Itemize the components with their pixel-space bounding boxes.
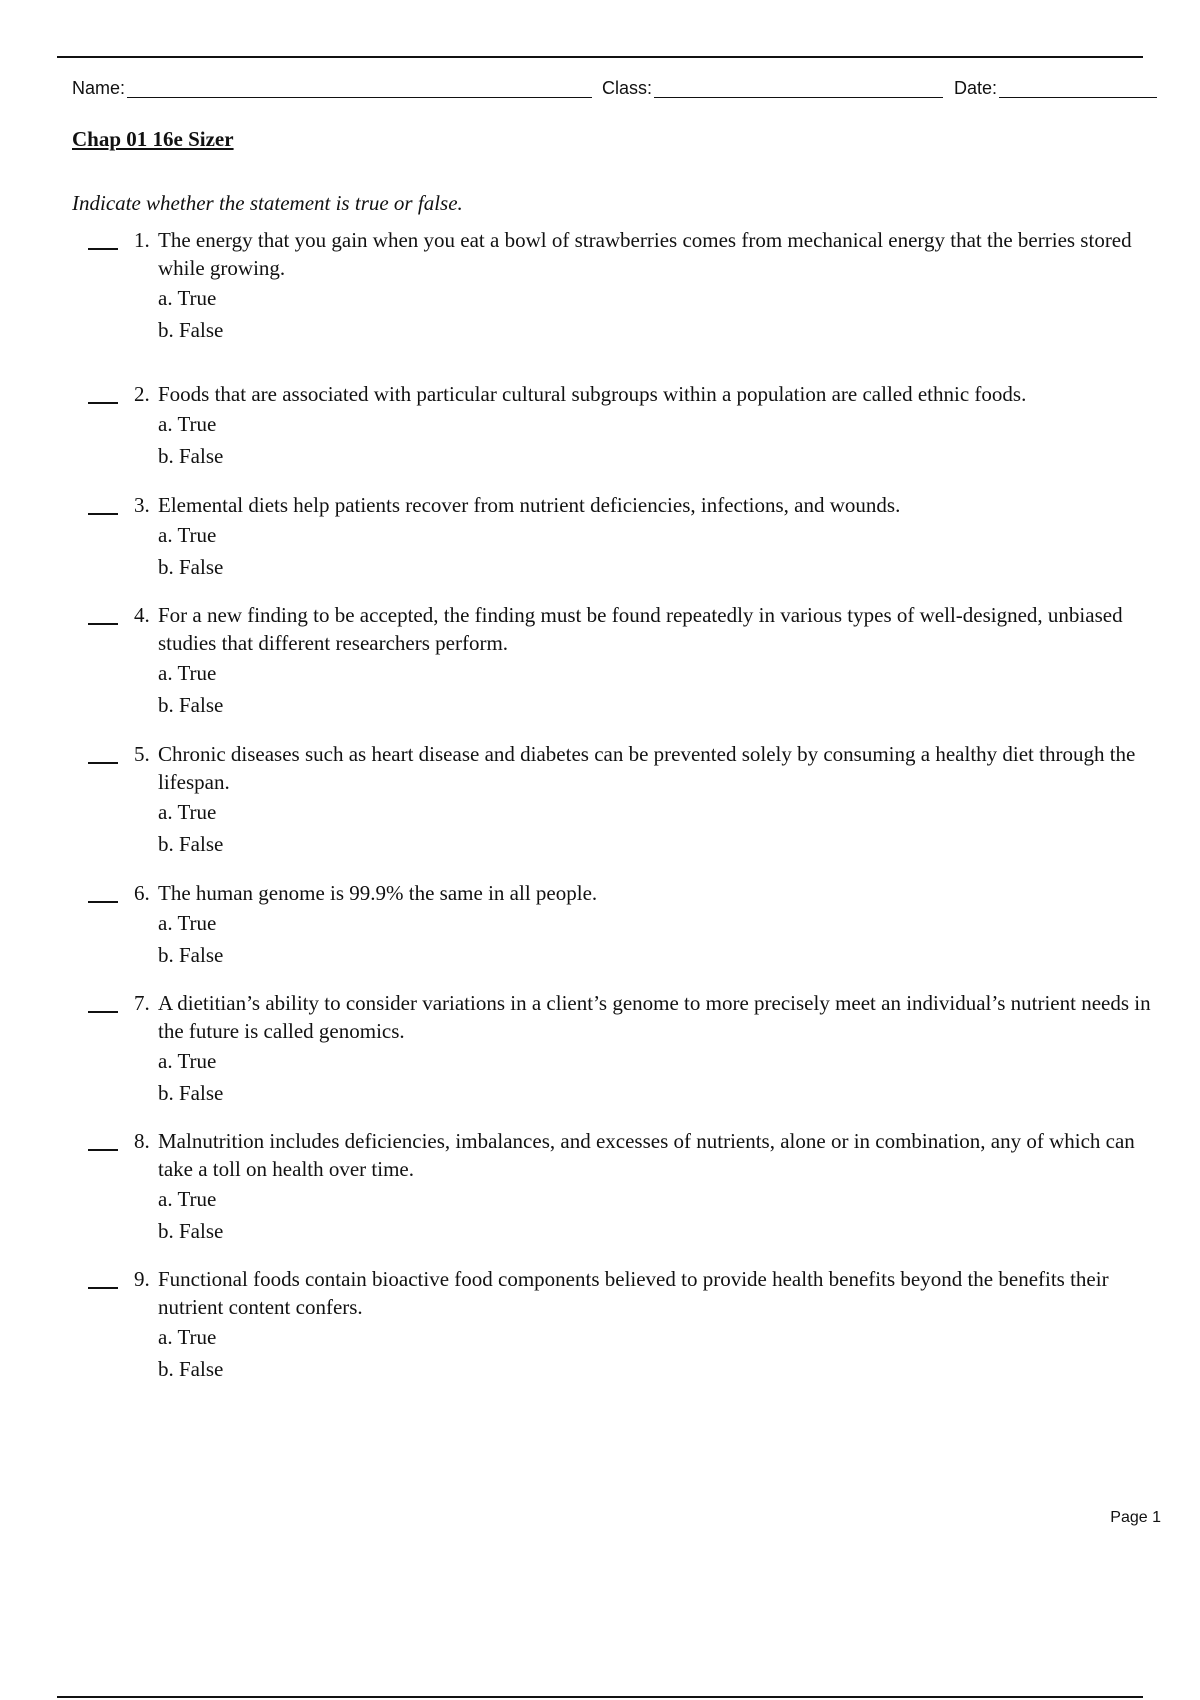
question-number: 7. [134, 991, 150, 1015]
option-false: b. False [158, 1081, 224, 1105]
date-label: Date: [954, 78, 998, 98]
question-number: 3. [134, 493, 150, 517]
option-true: a. True [158, 1049, 217, 1073]
name-field[interactable] [72, 72, 592, 98]
option-true: a. True [158, 412, 217, 436]
answer-blank[interactable] [88, 402, 118, 404]
question-number: 9. [134, 1267, 150, 1291]
date-field[interactable] [954, 72, 1157, 98]
question-1 [88, 226, 1168, 346]
bottom-rule [57, 1696, 1143, 1698]
question-6 [88, 879, 1168, 971]
question-2 [88, 380, 1168, 472]
option-false: b. False [158, 555, 224, 579]
question-number: 2. [134, 382, 150, 406]
option-false: b. False [158, 318, 224, 342]
top-rule [57, 56, 1143, 58]
question-text: The human genome is 99.9% the same in all people. [158, 881, 598, 905]
option-false: b. False [158, 1219, 224, 1243]
option-false: b. False [158, 693, 224, 717]
question-text: A dietitian’s ability to consider variations in a client’s genome to more precisely meet an individual’s nutrient needs in the future is called genomics. [158, 991, 1151, 1043]
instructions: Indicate whether the statement is true or false. [72, 191, 463, 215]
question-text: Foods that are associated with particular cultural subgroups within a population are called ethnic foods. [158, 382, 1027, 406]
page-number: Page 1 [1110, 1509, 1161, 1526]
answer-blank[interactable] [88, 513, 118, 515]
answer-blank[interactable] [88, 762, 118, 764]
option-true: a. True [158, 911, 217, 935]
name-blank-line[interactable] [127, 73, 592, 98]
question-5 [88, 740, 1168, 860]
question-text: Malnutrition includes deficiencies, imbalances, and excesses of nutrients, alone or in combination, any of which can take a toll on health over time. [158, 1129, 1135, 1181]
date-blank-line[interactable] [999, 73, 1157, 98]
option-false: b. False [158, 943, 224, 967]
question-7 [88, 989, 1168, 1109]
answer-blank[interactable] [88, 623, 118, 625]
question-4 [88, 601, 1168, 721]
question-text: The energy that you gain when you eat a bowl of strawberries comes from mechanical energy that the berries stored while growing. [158, 228, 1132, 280]
student-header [72, 72, 1159, 102]
question-9 [88, 1265, 1168, 1385]
question-text: Elemental diets help patients recover from nutrient deficiencies, infections, and wounds. [158, 493, 901, 517]
option-true: a. True [158, 661, 217, 685]
question-number: 4. [134, 603, 150, 627]
name-label: Name: [72, 78, 126, 98]
question-text: For a new finding to be accepted, the finding must be found repeatedly in various types of well-designed, unbiased studies that different researchers perform. [158, 603, 1123, 655]
class-label: Class: [602, 78, 653, 98]
question-number: 5. [134, 742, 150, 766]
option-true: a. True [158, 1325, 217, 1349]
answer-blank[interactable] [88, 901, 118, 903]
document-title: Chap 01 16e Sizer [72, 127, 234, 151]
option-true: a. True [158, 800, 217, 824]
question-number: 8. [134, 1129, 150, 1153]
answer-blank[interactable] [88, 1287, 118, 1289]
option-false: b. False [158, 1357, 224, 1381]
class-field[interactable] [602, 72, 943, 98]
option-true: a. True [158, 286, 217, 310]
option-true: a. True [158, 1187, 217, 1211]
option-true: a. True [158, 523, 217, 547]
option-false: b. False [158, 444, 224, 468]
class-blank-line[interactable] [654, 73, 943, 98]
question-number: 6. [134, 881, 150, 905]
question-text: Chronic diseases such as heart disease and diabetes can be prevented solely by consuming a healthy diet through the lifespan. [158, 742, 1136, 794]
option-false: b. False [158, 832, 224, 856]
answer-blank[interactable] [88, 248, 118, 250]
answer-blank[interactable] [88, 1149, 118, 1151]
question-3 [88, 491, 1168, 583]
question-8 [88, 1127, 1168, 1247]
question-text: Functional foods contain bioactive food components believed to provide health benefits beyond the benefits their nutrient content confers. [158, 1267, 1109, 1319]
question-number: 1. [134, 228, 150, 252]
answer-blank[interactable] [88, 1011, 118, 1013]
